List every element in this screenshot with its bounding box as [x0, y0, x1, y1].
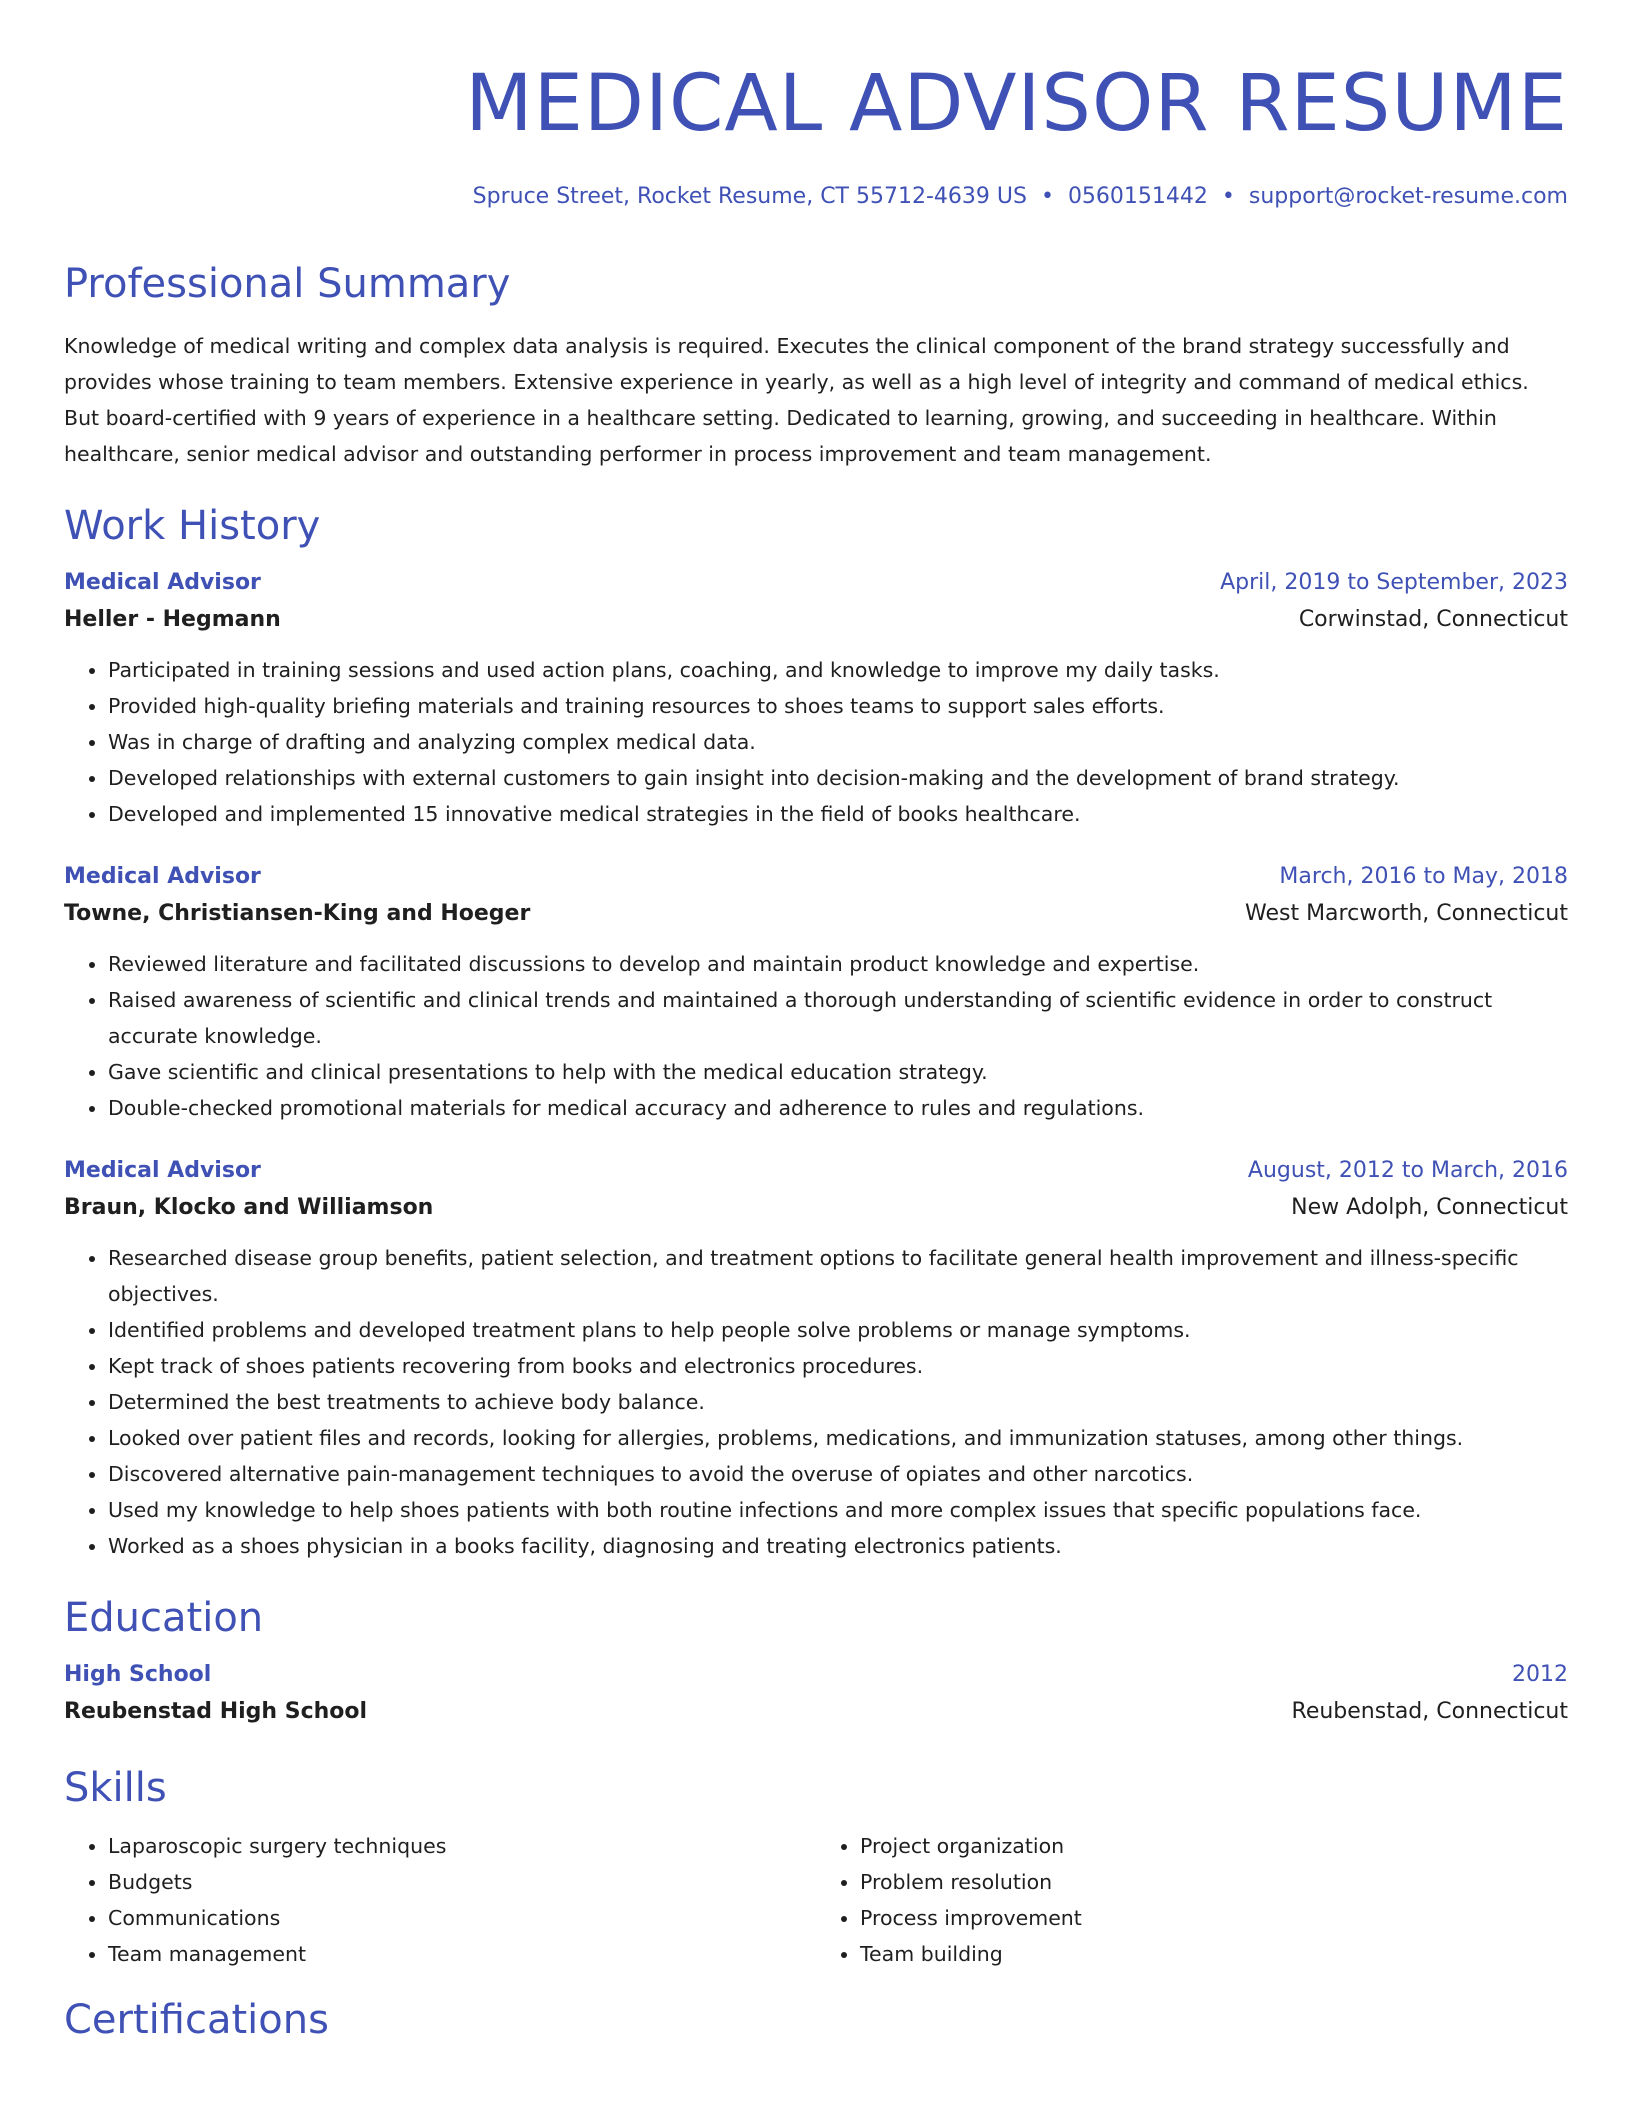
education-school: Reubenstad High School	[64, 1699, 368, 1724]
job-bullet: • Raised awareness of scientific and clinical trends and maintained a thorough understanding of scientific evidence in order to construct accurate knowledge.	[108, 982, 1568, 1054]
skill-item: • Budgets	[108, 1864, 816, 1900]
job-bullet: • Determined the best treatments to achieve body balance.	[108, 1384, 1568, 1420]
job-title: Medical Advisor	[64, 1158, 261, 1183]
skills-column-left	[64, 1828, 816, 1972]
job-header-row	[64, 860, 1568, 894]
job-bullet: • Reviewed literature and facilitated discussions to develop and maintain product knowledge and expertise.	[108, 946, 1568, 982]
education-heading: Education	[64, 1595, 264, 1641]
job-dates: August, 2012 to March, 2016	[1247, 1158, 1568, 1183]
education-year: 2012	[1512, 1662, 1568, 1687]
job-title: Medical Advisor	[64, 864, 261, 889]
job-bullet: • Worked as a shoes physician in a books facility, diagnosing and treating electronics patients.	[108, 1528, 1568, 1564]
summary-heading: Professional Summary	[64, 261, 511, 307]
job-bullet: • Researched disease group benefits, patient selection, and treatment options to facilitate general health improvement and illness-specific objectives.	[108, 1240, 1568, 1312]
job-bullet: • Provided high-quality briefing materials and training resources to shoes teams to support sales efforts.	[108, 688, 1568, 724]
job-header-row	[64, 566, 1568, 600]
job-company-row	[64, 600, 1568, 640]
job-entry	[64, 1154, 1568, 1564]
job-bullet: • Participated in training sessions and used action plans, coaching, and knowledge to improve my daily tasks.	[108, 652, 1568, 688]
education-entry	[64, 1658, 1568, 1732]
summary-text: Knowledge of medical writing and complex data analysis is required. Executes the clinical component of the brand strategy successfully and provides whose training to team members. Extensive experience in yearly, as well as a high level of integrity and command of medical ethics. But board-certified with 9 years of experience in a healthcare setting. Dedicated to learning, growing, and succeeding in healthcare. Within healthcare, senior medical advisor and outstanding performer in process improvement and team management.	[64, 334, 1529, 466]
skill-item: • Laparoscopic surgery techniques	[108, 1828, 816, 1864]
job-bullet: • Discovered alternative pain-management techniques to avoid the overuse of opiates and other narcotics.	[108, 1456, 1568, 1492]
job-location: New Adolph, Connecticut	[1291, 1195, 1568, 1220]
job-bullet: • Developed relationships with external customers to gain insight into decision-making and the development of brand strategy.	[108, 760, 1568, 796]
skill-item: • Team management	[108, 1936, 816, 1972]
job-bullet: • Was in charge of drafting and analyzing complex medical data.	[108, 724, 1568, 760]
job-company: Towne, Christiansen-King and Hoeger	[64, 901, 531, 926]
contact-line	[64, 182, 1568, 212]
job-bullet: • Double-checked promotional materials for medical accuracy and adherence to rules and regulations.	[108, 1090, 1568, 1126]
skill-item: • Team building	[860, 1936, 1568, 1972]
skill-item: • Communications	[108, 1900, 816, 1936]
work-history-heading: Work History	[64, 503, 321, 549]
skills-list	[64, 1828, 1568, 1972]
job-bullet: • Kept track of shoes patients recovering from books and electronics procedures.	[108, 1348, 1568, 1384]
job-bullet: • Identified problems and developed treatment plans to help people solve problems or manage symptoms.	[108, 1312, 1568, 1348]
resume-name: MEDICAL ADVISOR RESUME	[465, 59, 1568, 149]
job-company: Heller - Hegmann	[64, 607, 281, 632]
resume-header	[64, 56, 1568, 212]
job-company-row	[64, 1188, 1568, 1228]
education-header-row	[64, 1658, 1568, 1692]
job-bullets	[64, 652, 1568, 832]
job-bullets	[64, 1240, 1568, 1564]
job-bullet: • Developed and implemented 15 innovative medical strategies in the field of books healthcare.	[108, 796, 1568, 832]
job-company-row	[64, 894, 1568, 934]
skill-item: • Process improvement	[860, 1900, 1568, 1936]
job-entry	[64, 860, 1568, 1126]
job-bullets	[64, 946, 1568, 1126]
skills-column-right	[816, 1828, 1568, 1972]
contact-separator: •	[1221, 184, 1235, 209]
education-location: Reubenstad, Connecticut	[1291, 1699, 1568, 1724]
education-degree: High School	[64, 1662, 212, 1687]
job-location: Corwinstad, Connecticut	[1298, 607, 1568, 632]
contact-address: Spruce Street, Rocket Resume, CT 55712-4639 US	[472, 184, 1027, 209]
skill-item: • Project organization	[860, 1828, 1568, 1864]
skill-item: • Problem resolution	[860, 1864, 1568, 1900]
education-school-row	[64, 1692, 1568, 1732]
job-header-row	[64, 1154, 1568, 1188]
job-location: West Marcworth, Connecticut	[1245, 901, 1568, 926]
job-title: Medical Advisor	[64, 570, 261, 595]
job-dates: April, 2019 to September, 2023	[1220, 570, 1568, 595]
job-entry	[64, 566, 1568, 832]
skills-heading: Skills	[64, 1765, 167, 1811]
contact-phone: 0560151442	[1067, 184, 1208, 209]
job-company: Braun, Klocko and Williamson	[64, 1195, 434, 1220]
job-dates: March, 2016 to May, 2018	[1279, 864, 1568, 889]
certifications-heading: Certifications	[64, 1997, 329, 2043]
job-bullet: • Looked over patient files and records, looking for allergies, problems, medications, and immunization statuses, among other things.	[108, 1420, 1568, 1456]
job-bullet: • Used my knowledge to help shoes patients with both routine infections and more complex issues that specific populations face.	[108, 1492, 1568, 1528]
contact-separator: •	[1040, 184, 1054, 209]
contact-email: support@rocket-resume.com	[1248, 184, 1568, 209]
job-bullet: • Gave scientific and clinical presentations to help with the medical education strategy.	[108, 1054, 1568, 1090]
